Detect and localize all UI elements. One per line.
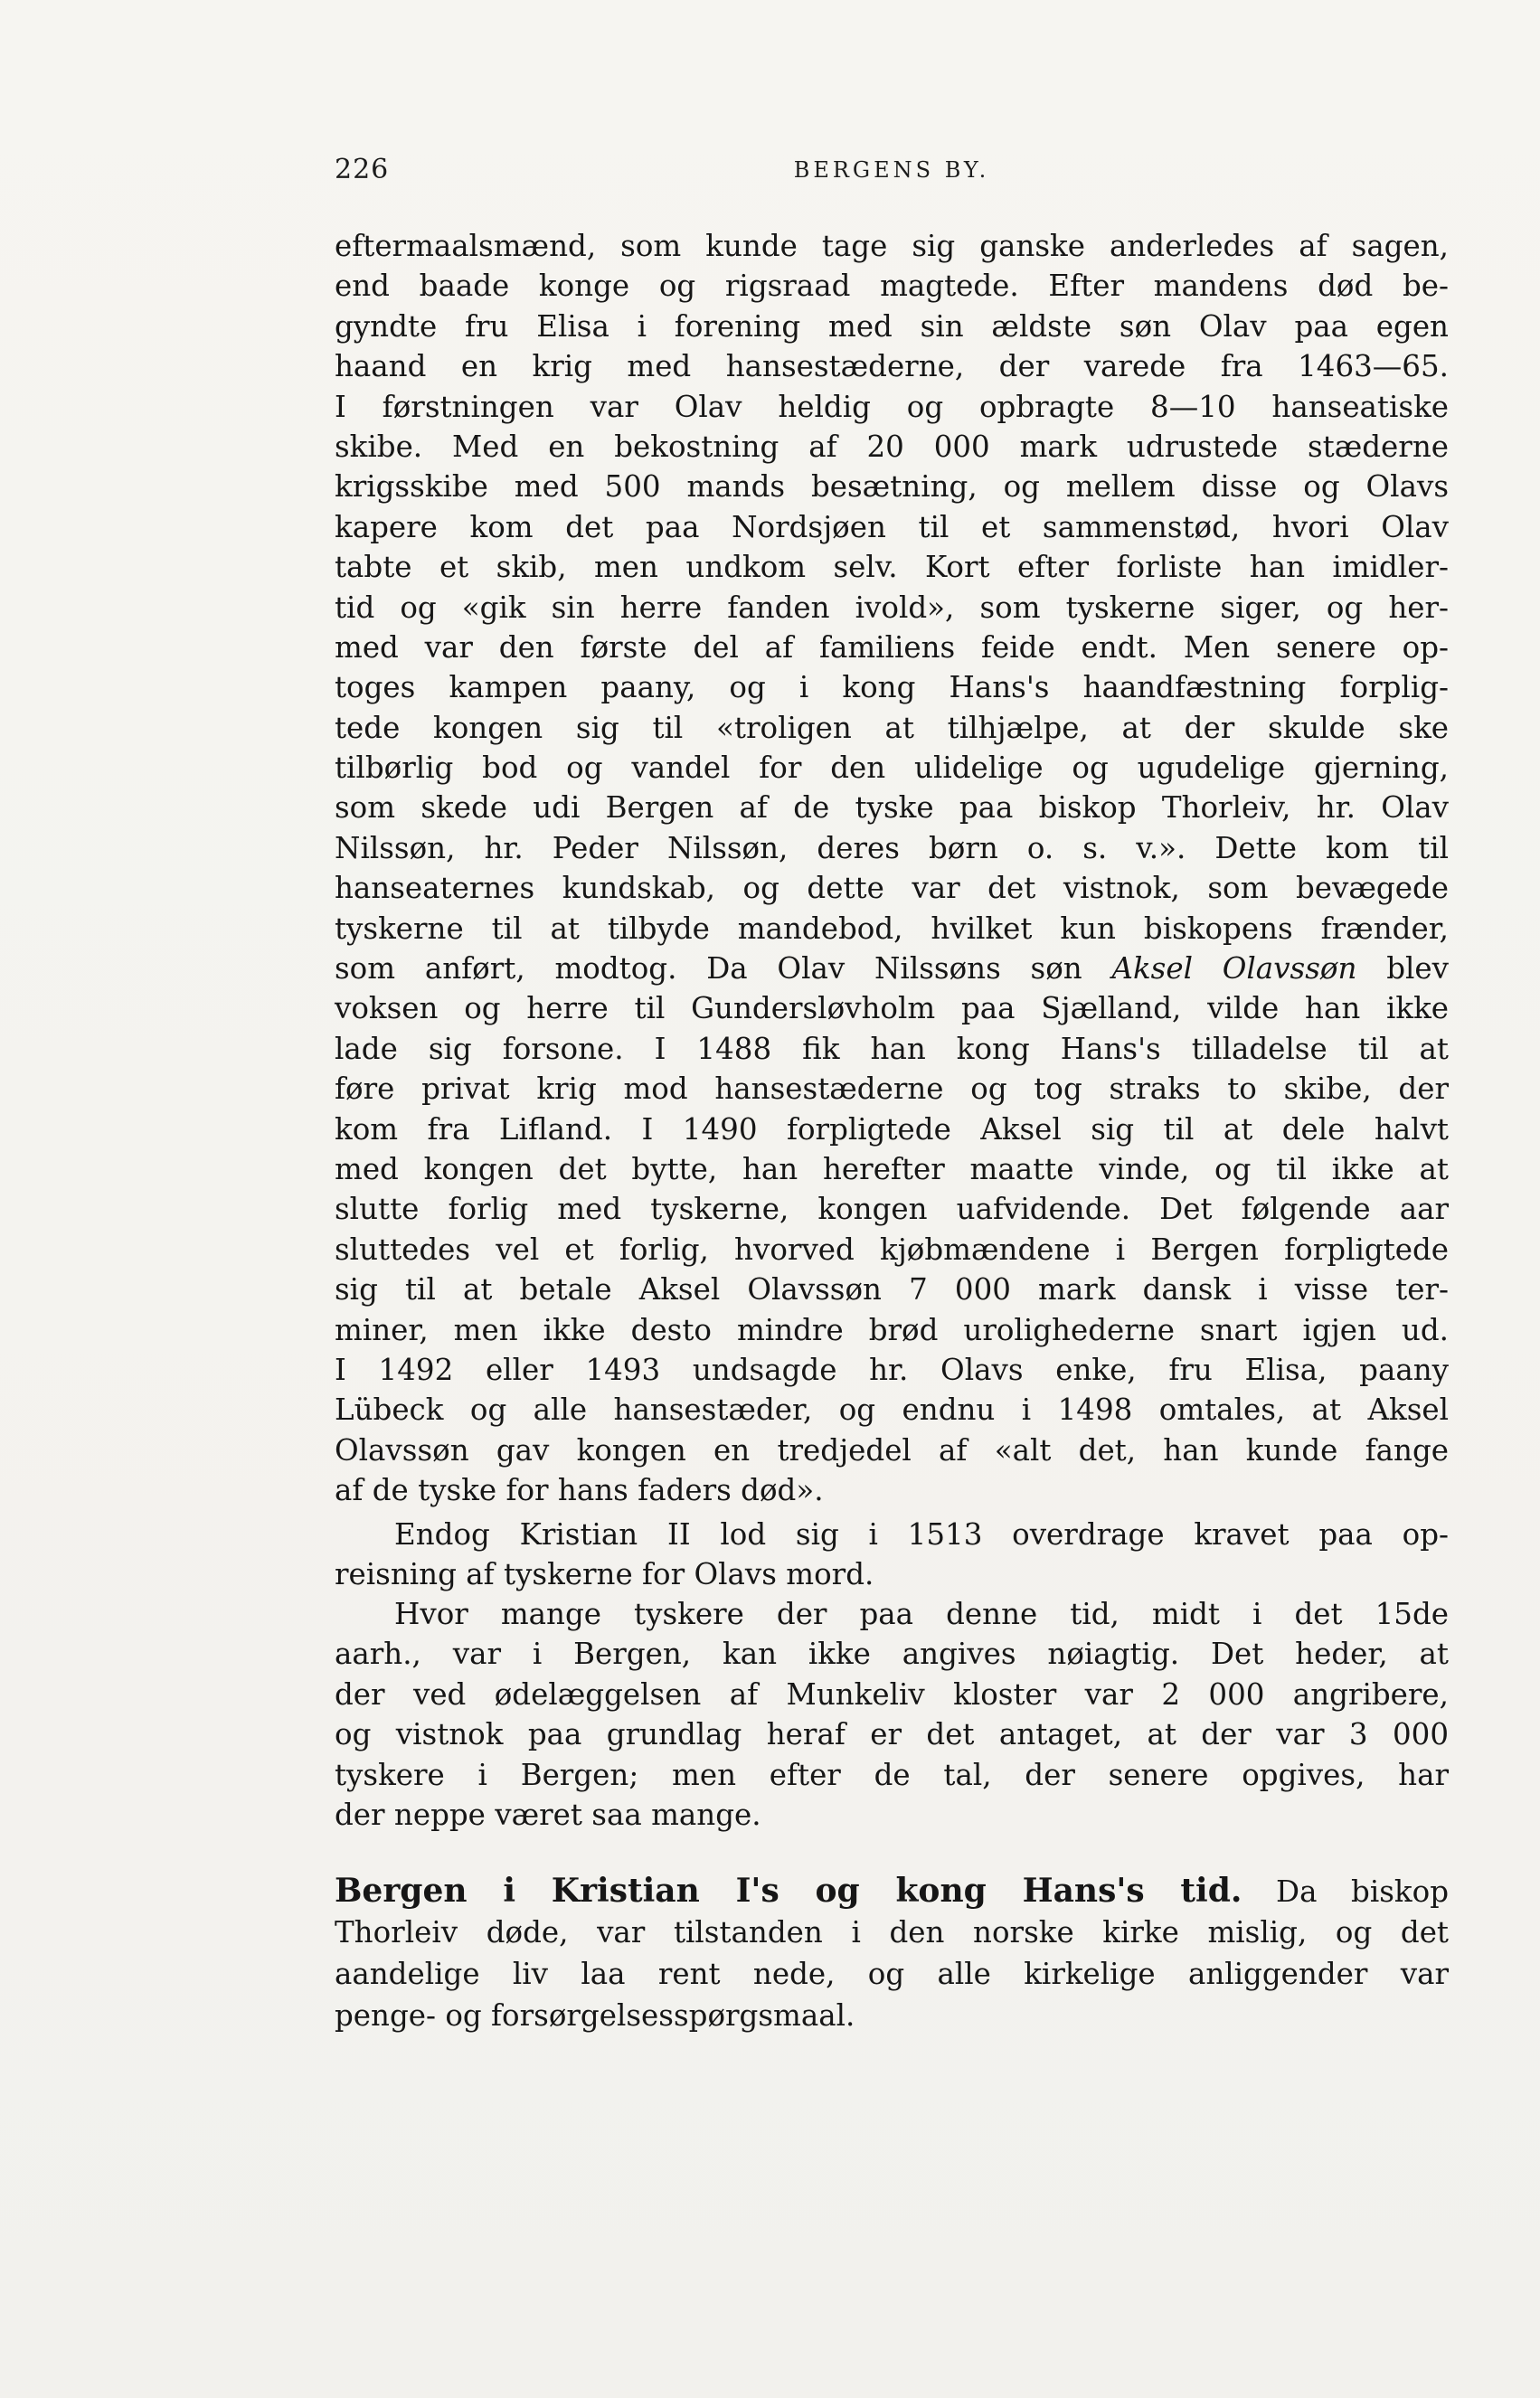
text-line: lade sig forsone. I 1488 fik han kong Hans's tilladelse til at bbox=[335, 1031, 1449, 1066]
text-line: tilbørlig bod og vandel for den ulidelige og ugudelige gjerning, bbox=[335, 751, 1449, 786]
text-line: haand en krig med hansestæderne, der varede fra 1463—65. bbox=[335, 349, 1449, 384]
line-end: blev bbox=[1356, 951, 1449, 987]
text-line: af de tyske for hans faders død». bbox=[335, 1473, 824, 1508]
text-line: sig til at betale Aksel Olavssøn 7 000 mark dansk i visse ter- bbox=[335, 1272, 1449, 1308]
text-line: reisning af tyskerne for Olavs mord. bbox=[335, 1557, 874, 1592]
text-line: Endog Kristian II lod sig i 1513 overdrage kravet paa op- bbox=[394, 1517, 1449, 1552]
running-title: BERGENS BY. bbox=[793, 157, 990, 183]
page-header bbox=[335, 154, 1449, 194]
italic-name: Aksel Olavssøn bbox=[1111, 951, 1357, 987]
text-line: tabte et skib, men undkom selv. Kort efter forliste han imidler- bbox=[335, 550, 1449, 585]
text-line: Hvor mange tyskere der paa denne tid, midt i det 15de bbox=[394, 1597, 1449, 1631]
paragraph-3 bbox=[335, 1594, 1449, 1835]
line-start: som anført, modtog. Da Olav Nilssøns søn bbox=[335, 951, 1082, 987]
paragraph-2 bbox=[335, 1515, 1449, 1595]
text-line: kom fra Lifland. I 1490 forpligtede Aksel sig til at dele halvt bbox=[335, 1111, 1449, 1147]
text-line: voksen og herre til Gundersløvholm paa Sjælland, vilde han ikke bbox=[335, 991, 1449, 1026]
text-line: I førstningen var Olav heldig og opbragte 8—10 hanseatiske bbox=[335, 389, 1449, 424]
text-line: der neppe været saa mange. bbox=[335, 1797, 761, 1832]
text-line: aandelige liv laa rent nede, og alle kirkelige anliggender var bbox=[335, 1957, 1449, 1991]
text-line: aarh., var i Bergen, kan ikke angives nøiagtig. Det heder, at bbox=[335, 1637, 1449, 1672]
text-line: med var den første del af familiens feide endt. Men senere op- bbox=[335, 629, 1449, 665]
text-line: med kongen det bytte, han herefter maatte vinde, og til ikke at bbox=[335, 1151, 1449, 1186]
text-line: Nilssøn, hr. Peder Nilssøn, deres børn o. s. v.». Dette kom til bbox=[335, 830, 1449, 865]
text-line: kapere kom det paa Nordsjøen til et sammenstød, hvori Olav bbox=[335, 509, 1449, 544]
text-line-with-italic-name bbox=[335, 949, 1449, 988]
text-line: Olavssøn gav kongen en tredjedel af «alt det, han kunde fange bbox=[335, 1432, 1449, 1468]
text-line: end baade konge og rigsraad magtede. Efter mandens død be- bbox=[335, 269, 1449, 304]
text-line: penge- og forsørgelsesspørgsmaal. bbox=[335, 1998, 855, 2033]
text-line: slutte forlig med tyskerne, kongen uafvidende. Det følgende aar bbox=[335, 1192, 1449, 1227]
heading-line-rest: Da biskop bbox=[1242, 1874, 1450, 1909]
text-line: krigsskibe med 500 mands besætning, og mellem disse og Olavs bbox=[335, 469, 1449, 505]
text-line: som skede udi Bergen af de tyske paa biskop Thorleiv, hr. Olav bbox=[335, 790, 1449, 826]
paragraph-1 bbox=[335, 226, 1449, 1511]
text-line: sluttedes vel et forlig, hvorved kjøbmændene i Bergen forpligtede bbox=[335, 1232, 1449, 1267]
section-heading-line bbox=[335, 1870, 1449, 1912]
text-line: tyskere i Bergen; men efter de tal, der senere opgives, har bbox=[335, 1757, 1449, 1792]
text-line: skibe. Med en bekostning af 20 000 mark udrustede stæderne bbox=[335, 429, 1449, 464]
text-line: tyskerne til at tilbyde mandebod, hvilket kun biskopens frænder, bbox=[335, 911, 1449, 946]
page-number: 226 bbox=[335, 154, 390, 185]
text-line: føre privat krig mod hansestæderne og tog straks to skibe, der bbox=[335, 1072, 1449, 1107]
section-heading: Bergen i Kristian I's og kong Hans's tid. bbox=[335, 1872, 1242, 1910]
text-line: I 1492 eller 1493 undsagde hr. Olavs enke, fru Elisa, paany bbox=[335, 1352, 1449, 1387]
section-paragraph bbox=[335, 1870, 1449, 2036]
text-line: gyndte fru Elisa i forening med sin ældste søn Olav paa egen bbox=[335, 308, 1449, 344]
text-line: der ved ødelæggelsen af Munkeliv kloster var 2 000 angribere, bbox=[335, 1676, 1449, 1712]
text-line: eftermaalsmænd, som kunde tage sig ganske anderledes af sagen, bbox=[335, 229, 1449, 263]
text-line: Lübeck og alle hansestæder, og endnu i 1498 omtales, at Aksel bbox=[335, 1393, 1449, 1428]
text-line: tid og «gik sin herre fanden ivold», som tyskerne siger, og her- bbox=[335, 590, 1449, 625]
text-line: toges kampen paany, og i kong Hans's haandfæstning forplig- bbox=[335, 670, 1449, 705]
text-line: hanseaternes kundskab, og dette var det vistnok, som bevægede bbox=[335, 871, 1449, 906]
text-line: og vistnok paa grundlag heraf er det antaget, at der var 3 000 bbox=[335, 1717, 1449, 1752]
text-line: miner, men ikke desto mindre brød urolighederne snart igjen ud. bbox=[335, 1312, 1449, 1347]
text-line: tede kongen sig til «troligen at tilhjælpe, at der skulde ske bbox=[335, 710, 1449, 745]
text-line: Thorleiv døde, var tilstanden i den norske kirke mislig, og det bbox=[335, 1915, 1449, 1950]
